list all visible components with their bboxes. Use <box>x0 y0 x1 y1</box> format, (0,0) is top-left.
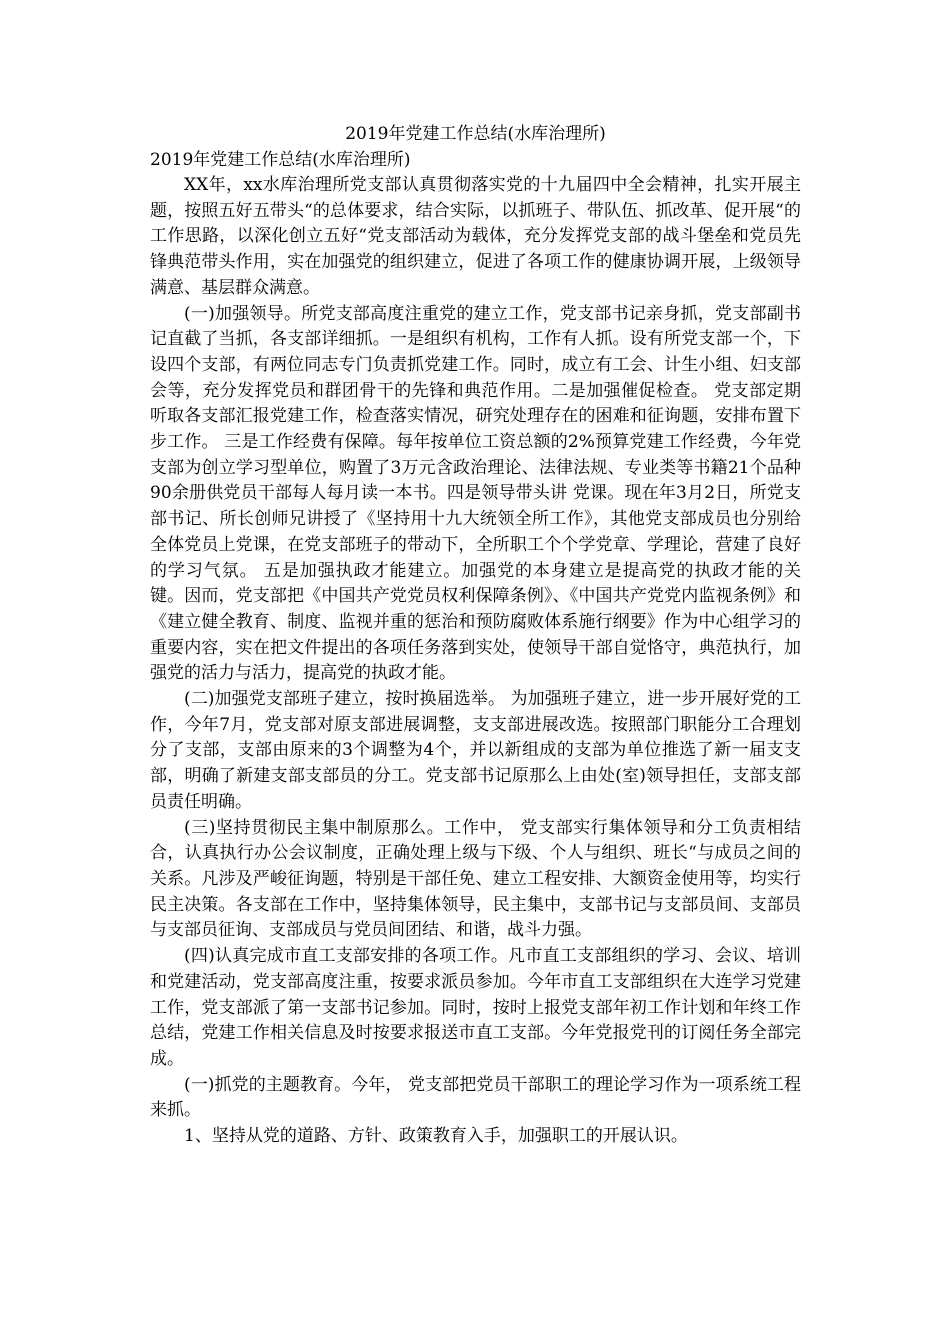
paragraph-section-3: (三)坚持贯彻民主集中制原那么。工作中， 党支部实行集体领导和分工负责相结合，认真执行办公会议制度，正确处理上级与下级、个人与组织、班长“与成员之间的关系。凡涉及严峻征询题，特别是干部任免、建立工程安排、大额资金使用等，均实行民主决策。各支部在工作中，坚持集体领导，民主集中，支部书记与支部员间、支部员与支部员征询、支部成员与党员间团结、和谐，战斗力强。 <box>150 817 801 941</box>
paragraph-intro: XX年，xx水库治理所党支部认真贯彻落实党的十九届四中全会精神，扎实开展主题，按照五好五带头“的总体要求，结合实际，以抓班子、带队伍、抓改革、促开展“的工作思路，以深化创立五好“党支部活动为载体，充分发挥党支部的战斗堡垒和党员先锋典范带头作用，实在加强党的组织建立，促进了各项工作的健康协调开展，上级领导满意、基层群众满意。 <box>150 175 801 298</box>
document-page <box>150 121 801 1150</box>
paragraph-section-2: (二)加强党支部班子建立，按时换届选举。 为加强班子建立，进一步开展好党的工作，今年7月，党支部对原支部进展调整，支支部进展改选。按照部门职能分工合理划分了支部，支部由原来的3个调整为4个，并以新组成的支部为单位推选了新一届支支部，明确了新建支部支部员的分工。党支部书记原那么上由处(室)领导担任，支部支部员责任明确。 <box>150 689 801 812</box>
paragraph-section-1: (一)加强领导。所党支部高度注重党的建立工作，党支部书记亲身抓，党支部副书记直截了当抓，各支部详细抓。一是组织有机构，工作有人抓。设有所党支部一个，下设四个支部，有两位同志专门负责抓党建工作。同时，成立有工会、计生小组、妇支部会等，充分发挥党员和群团骨干的先锋和典范作用。二是加强催促检查。 党支部定期听取各支部汇报党建工作，检查落实情况，研究处理存在的困难和征询题，安排布置下步工作。 三是工作经费有保障。每年按单位工资总额的2%预算党建工作经费，今年党支部为创立学习型单位，购置了3万元含政治理论、法律法规、专业类等书籍21个品种90余册供党员干部每人每月读一本书。四是领导带头讲 党课。现在年3月2日，所党支部书记、所长创师兄讲授了《坚持用十九大统领全所工作》，其他党支部成员也分别给全体党员上党课，在党支部班子的带动下，全所职工个个学党章、学理论，营建了良好的学习气氛。 五是加强执政才能建立。加强党的本身建立是提高党的执政才能的关键。因而，党支部把《中国共产党党员权利保障条例》、《中国共产党党内监视条例》和《建立健全教育、制度、监视并重的惩治和预防腐败体系施行纲要》作为中心组学习的重要内容，实在把文件提出的各项任务落到实处，使领导干部自觉恪守，典范执行，加强党的活力与活力，提高党的执政才能。 <box>150 303 801 684</box>
paragraph-item-1: 1、坚持从党的道路、方针、政策教育入手，加强职工的开展认识。 <box>184 1126 688 1147</box>
document-subtitle: 2019年党建工作总结(水库治理所) <box>150 150 411 170</box>
paragraph-theme-education: (一)抓党的主题教育。今年， 党支部把党员干部职工的理论学习作为一项系统工程来抓。 <box>150 1074 801 1121</box>
paragraph-section-4: (四)认真完成市直工支部安排的各项工作。凡市直工支部组织的学习、会议、培训和党建活动，党支部高度注重，按要求派员参加。今年市直工支部组织在大连学习党建工作，党支部派了第一支部书记参加。同时，按时上报党支部年初工作计划和年终工作总结，党建工作相关信息及时按要求报送市直工支部。今年党报党刊的订阅任务全部完成。 <box>150 946 801 1069</box>
document-title: 2019年党建工作总结(水库治理所) <box>345 124 606 144</box>
